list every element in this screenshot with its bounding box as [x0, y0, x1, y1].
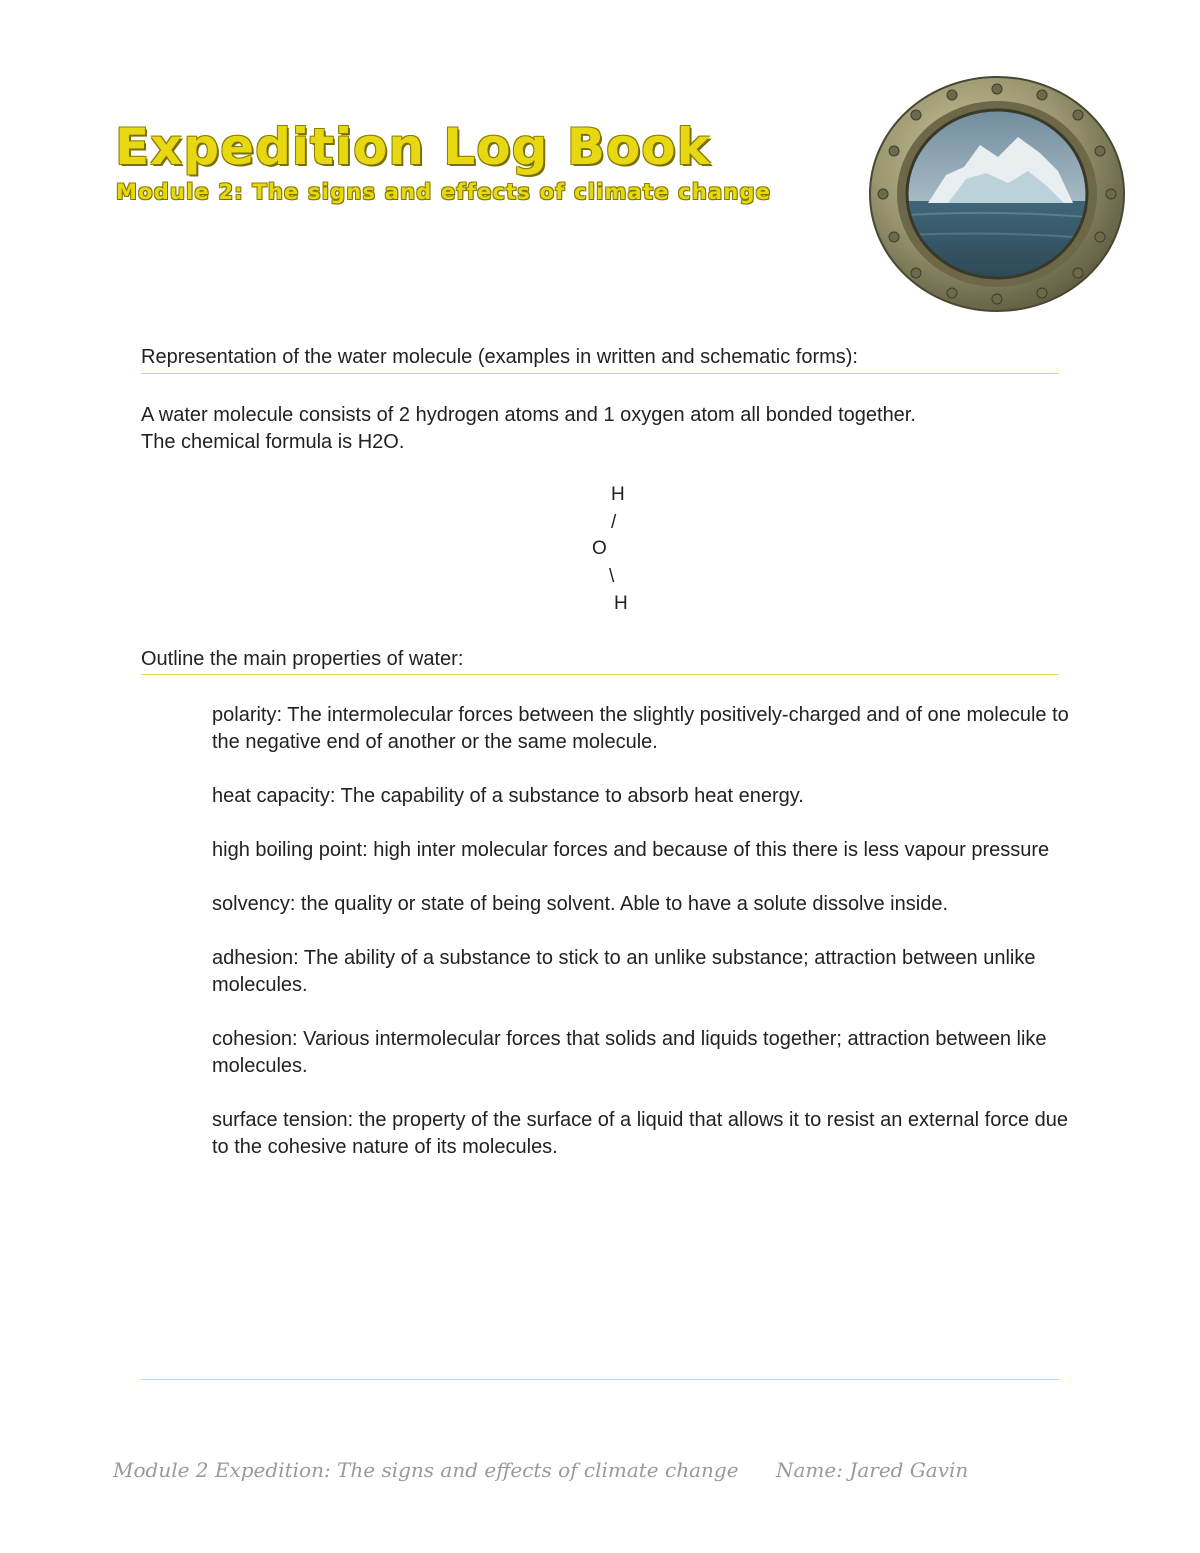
property-item-surface-tension: surface tension: the property of the surface of a liquid that allows it to resist an external force due to the cohesive nature of its molecules.: [212, 1109, 1069, 1158]
porthole-iceberg-image: [868, 75, 1126, 313]
section-divider: [141, 373, 1059, 374]
property-item-polarity: polarity: The intermolecular forces between the slightly positively-charged and of one molecule to the negative end of another or the same molecule.: [212, 704, 1069, 753]
chemical-formula-line: The chemical formula is H2O.: [141, 431, 405, 453]
bond-top: /: [611, 512, 617, 533]
page-title: Expedition Log Book: [115, 118, 711, 176]
property-item-boiling-point: high boiling point: high inter molecular forces and because of this there is less vapour pressure: [212, 839, 1050, 861]
water-molecule-diagram: [570, 482, 650, 622]
property-item-cohesion: cohesion: Various intermolecular forces that solids and liquids together; attraction between like molecules.: [212, 1028, 1047, 1077]
footer-module-title: Module 2 Expedition: The signs and effects of climate change: [113, 1458, 739, 1482]
footer-divider: [141, 1379, 1059, 1380]
page-subtitle: Module 2: The signs and effects of climate change: [116, 180, 772, 204]
property-item-solvency: solvency: the quality or state of being solvent. Able to have a solute dissolve inside.: [212, 893, 948, 915]
property-item-heat-capacity: heat capacity: The capability of a substance to absorb heat energy.: [212, 785, 804, 807]
hydrogen-atom-top: H: [611, 484, 625, 505]
section-divider: [141, 674, 1059, 675]
footer-student-name: Name: Jared Gavin: [776, 1458, 969, 1482]
oxygen-atom: O: [592, 538, 607, 559]
section-label-properties: Outline the main properties of water:: [141, 648, 464, 670]
bond-bottom: \: [609, 566, 615, 587]
property-item-adhesion: adhesion: The ability of a substance to stick to an unlike substance; attraction between unlike molecules.: [212, 947, 1036, 996]
hydrogen-atom-bottom: H: [614, 593, 628, 614]
properties-list: [212, 702, 1072, 1188]
molecule-description-line: A water molecule consists of 2 hydrogen atoms and 1 oxygen atom all bonded together.: [141, 404, 916, 426]
section-label-water-molecule: Representation of the water molecule (examples in written and schematic forms):: [141, 346, 858, 368]
